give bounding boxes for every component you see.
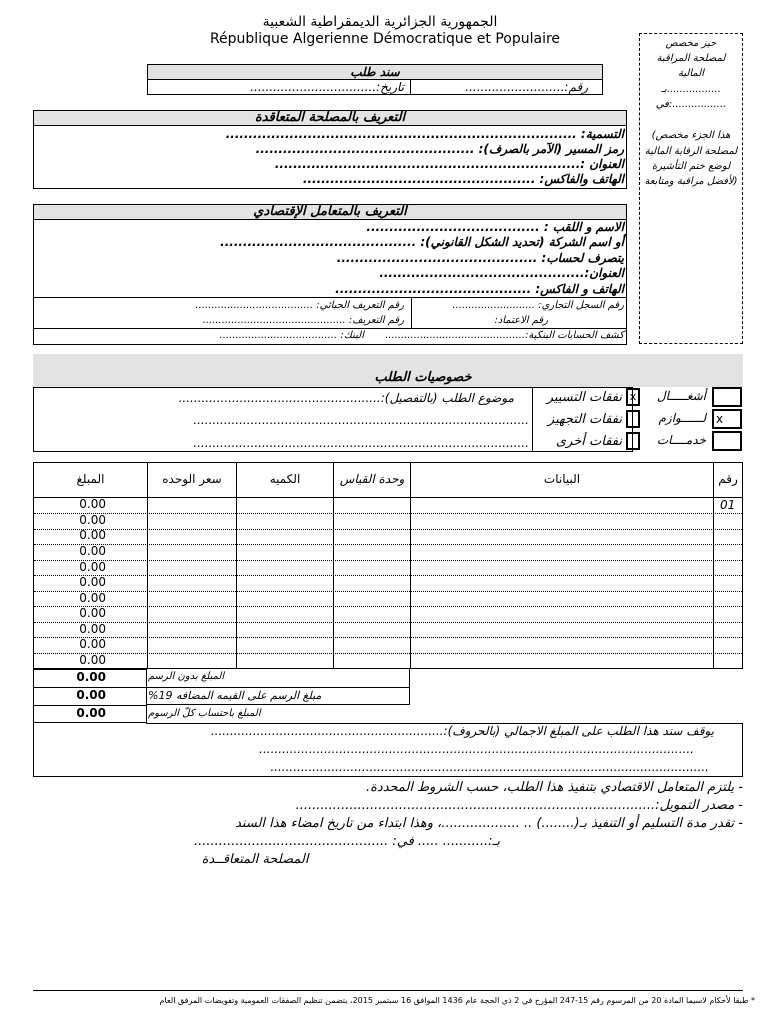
row-amount: 0.00 — [79, 653, 106, 667]
total-tva-label: مبلغ الرسم على القيمه المضافه 19% — [148, 689, 322, 702]
order-number-date — [147, 79, 603, 95]
letters-line-1: يوقف سند هذا الطلب على المبلغ الاجمالي (بالحروف):............................................................. — [210, 724, 714, 738]
service-address: العنوان :................................................................... — [274, 157, 624, 171]
row-amount: 0.00 — [79, 622, 106, 636]
row-amount: 0.00 — [79, 637, 106, 651]
operator-address: العنوان:............................................. — [379, 266, 624, 280]
checkbox-services[interactable] — [712, 431, 742, 451]
operator-phone: الهاتف و الفاكس: ........................................... — [335, 282, 624, 296]
operator-title-bar — [33, 204, 627, 220]
row-amount: 0.00 — [79, 560, 106, 574]
checkbox-works[interactable] — [712, 387, 742, 407]
letters-line-3: ................................................................................................................... — [270, 760, 709, 774]
checkbox-supplies[interactable]: x — [712, 409, 742, 429]
clause-commitment: - يلتزم المتعامل الاقتصادي بتنفيذ هذا الطلب، حسب الشروط المحددة. — [365, 780, 743, 795]
order-title: سند طلب — [350, 65, 400, 79]
row-amount: 0.00 — [79, 591, 106, 605]
service-code: رمز المسير (الآمر بالصرف): ................................................ — [255, 142, 624, 156]
col-number: رقم — [718, 472, 738, 486]
service-body — [33, 125, 627, 189]
checkbox-equipment[interactable] — [626, 410, 640, 428]
service-phone: الهاتف والفاكس: ................................................... — [302, 172, 624, 186]
stat-id: رقم التعريف: ............................................. — [202, 315, 404, 326]
col-unit: وحدة القياس — [339, 472, 405, 486]
order-subject: موضوع الطلب (بالتفصيل):..................................................... — [178, 391, 514, 405]
tax-id: رقم التعريف الجبائي: ..................................... — [195, 300, 404, 311]
financial-control-box: حيز مخصص لمصلحة المراقبة المالية بـ................. في:................. (هذا الجزء مخصص لمصلحة الرقابة المالية لوضع ختم التأشيرة لأفضل مراقبة ومتابعة) — [639, 33, 743, 344]
specifics-body — [33, 387, 633, 452]
total-tva: 0.00 — [76, 688, 106, 702]
total-ht-label: المبلغ بدون الرسم — [148, 671, 225, 682]
order-number: رقم:.......................... — [465, 80, 588, 94]
clause-place-date: بـ:........... ..... في: ............................................... — [194, 834, 500, 849]
opt-other: نفقات أخرى — [555, 434, 622, 449]
operator-account: يتصرف لحساب: ............................................ — [336, 251, 624, 265]
row-amount: 0.00 — [79, 544, 106, 558]
col-description: البيانات — [543, 472, 581, 486]
operator-title: التعريف بالمتعامل الإقتصادي — [253, 204, 407, 219]
type-supplies: لــــــوازم — [658, 411, 706, 425]
order-date: تاريخ:................................. — [250, 80, 404, 94]
service-title-bar — [33, 110, 627, 126]
type-works: أشغـــــال — [656, 389, 706, 403]
signature-service: المصلحة المتعاقــدة — [201, 852, 309, 867]
clause-funding: - مصدر التمويل:....................................................................................... — [295, 798, 743, 813]
col-amount: المبلغ — [76, 472, 105, 486]
specifics-title-bar — [33, 354, 743, 387]
subject-line-2: ........................................................................................ — [193, 413, 529, 427]
row-amount: 0.00 — [79, 497, 106, 511]
checkbox-other[interactable] — [626, 432, 640, 450]
service-title: التعريف بالمصلحة المتعاقدة — [254, 110, 406, 125]
amount-in-letters — [33, 723, 743, 777]
legal-footnote: * طبقا لأحكام لاسيما المادة 20 من المرسوم رقم 15-247 المؤرخ في 2 ذي الحجة عام 1436 الموافق 16 سبتمبر 2015، يتضمن تنظيم الصفقات العمومية وتفويضات المرفق العام — [159, 996, 755, 1005]
opt-equipment: نفقات التجهيز — [547, 412, 622, 427]
col-unit-price: سعر الوحده — [162, 472, 222, 486]
operator-name: الاسم و اللقب : ...................................... — [366, 220, 624, 234]
opt-operating: نفقات التسيير — [546, 390, 622, 405]
bank-accounts: كشف الحسابات البنكية:............................................ — [385, 330, 624, 341]
clause-delivery: - تقدر مدة التسليم أو التنفيذ بـ(........) .. ...................، وهذا ابتداء من تاريخ امضاء هذا السند — [235, 816, 743, 831]
specifics-title: خصوصيات الطلب — [374, 370, 472, 385]
type-services: خدمــــات — [656, 433, 706, 447]
checkbox-operating[interactable]: x — [626, 388, 640, 406]
row-amount: 0.00 — [79, 575, 106, 589]
operator-body — [33, 219, 627, 345]
col-quantity: الكميه — [269, 472, 301, 486]
accreditation-number: رقم الاعتماد: — [494, 315, 548, 326]
bank: البنك: ..................................... — [219, 330, 364, 341]
republic-arabic: الجمهورية الجزائرية الديمقراطية الشعبية — [262, 14, 498, 30]
total-ht: 0.00 — [76, 670, 106, 684]
commerce-register: رقم السجل التجاري: .......................... — [452, 300, 624, 311]
service-name: التسمية: ............................................................................. — [225, 127, 624, 141]
row-amount: 0.00 — [79, 528, 106, 542]
subject-line-3: ........................................................................................ — [193, 436, 529, 450]
row-amount: 0.00 — [79, 513, 106, 527]
items-table — [33, 462, 743, 669]
order-title-bar — [147, 64, 603, 80]
total-ttc: 0.00 — [76, 706, 106, 720]
total-ttc-label: المبلغ باحتساب كلّ الرسوم — [148, 708, 261, 719]
republic-french: République Algerienne Démocratique et Populaire — [209, 31, 561, 47]
row-number: 01 — [720, 498, 736, 512]
operator-company: أو اسم الشركة (تحديد الشكل القانوني): ........................................... — [220, 235, 624, 249]
letters-line-2: .................................................................................................................. — [259, 742, 694, 756]
row-amount: 0.00 — [79, 606, 106, 620]
